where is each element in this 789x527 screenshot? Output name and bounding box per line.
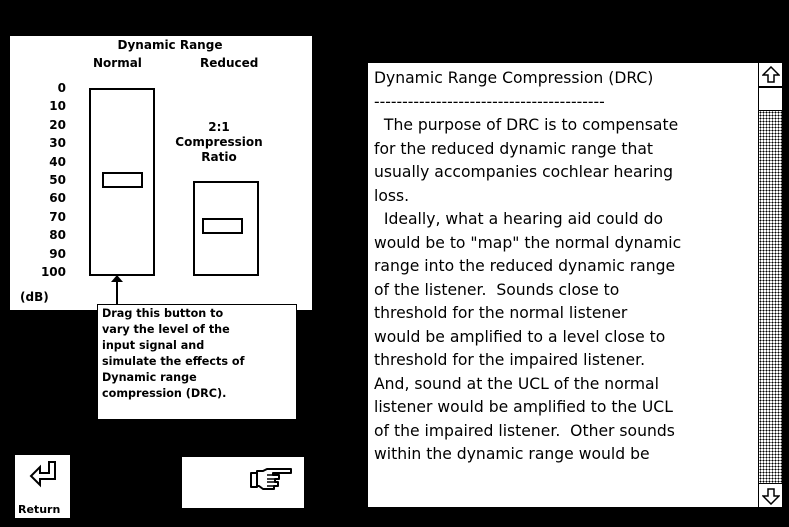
callout-line: Dynamic range <box>102 371 197 384</box>
scroll-down-arrow-icon <box>762 487 780 505</box>
text-line: would be amplified to a level close to <box>374 327 666 346</box>
return-arrow-icon <box>29 459 59 489</box>
normal-range-bar <box>89 88 155 276</box>
input-level-slider[interactable] <box>102 172 143 188</box>
next-button[interactable] <box>182 457 304 508</box>
db-tick-label: 30 <box>49 136 66 151</box>
db-tick-label: 100 <box>40 265 66 279</box>
panel-title: Dynamic Range <box>117 38 223 52</box>
callout-line: compression (DRC). <box>102 387 227 400</box>
db-tick-label: 90 <box>49 246 66 261</box>
pointing-hand-icon <box>249 467 295 493</box>
text-line: would be to "map" the normal dynamic <box>374 233 682 252</box>
db-tick-label: 50 <box>49 173 66 187</box>
reduced-range-bar <box>193 181 259 276</box>
text-rule: ----------------------------------------- <box>374 92 605 111</box>
db-tick-label: 0 <box>57 81 66 95</box>
dynamic-range-panel <box>10 36 312 310</box>
text-line: usually accompanies cochlear hearing <box>374 163 674 181</box>
scroll-up-arrow-icon <box>762 66 780 84</box>
callout-line: input signal and <box>102 339 205 352</box>
text-line: Ideally, what a hearing aid could do <box>374 210 664 228</box>
compression-ratio-label <box>156 120 282 165</box>
scroll-thumb[interactable] <box>759 87 782 111</box>
return-label: Return <box>18 503 61 516</box>
scrolling-text-field[interactable] <box>374 67 752 503</box>
scroll-track[interactable] <box>759 87 782 483</box>
text-heading: Dynamic Range Compression (DRC) <box>374 69 654 87</box>
db-tick-label: 70 <box>49 209 66 224</box>
db-tick-label: 60 <box>49 191 66 206</box>
db-tick-label: 40 <box>49 154 66 169</box>
vertical-scrollbar[interactable] <box>758 63 782 507</box>
callout-line: simulate the effects of <box>102 355 245 368</box>
text-line: range into the reduced dynamic range <box>374 257 676 275</box>
text-window <box>368 63 782 507</box>
text-line: within the dynamic range would be <box>374 445 650 463</box>
output-level-indicator <box>202 218 243 234</box>
text-line: And, sound at the UCL of the normal <box>374 374 659 393</box>
text-line: threshold for the normal listener <box>374 304 628 322</box>
text-line: listener would be amplified to the UCL <box>374 398 673 416</box>
ratio-word-ratio: Ratio <box>201 150 237 164</box>
scroll-up-button[interactable] <box>759 63 782 87</box>
return-button[interactable] <box>15 455 70 518</box>
text-line: for the reduced dynamic range that <box>374 139 653 158</box>
db-unit-label: (dB) <box>20 290 49 304</box>
reduced-label: Reduced <box>200 56 259 70</box>
callout-line: Drag this button to <box>102 307 224 320</box>
db-tick-label: 20 <box>49 117 66 132</box>
db-tick-label: 10 <box>49 99 66 114</box>
scroll-down-button[interactable] <box>759 483 782 507</box>
text-line: threshold for the impaired listener. <box>374 351 646 369</box>
text-line: of the listener. Sounds close to <box>374 280 620 299</box>
callout-line: vary the level of the <box>102 323 230 336</box>
callout-pointer-line <box>116 280 118 304</box>
text-line: loss. <box>374 186 410 205</box>
drag-instruction-callout <box>97 304 297 420</box>
db-tick-label: 80 <box>49 228 66 243</box>
text-line: The purpose of DRC is to compensate <box>374 116 679 134</box>
ratio-word-compression: Compression <box>175 135 263 149</box>
normal-label: Normal <box>93 56 142 70</box>
text-line: of the impaired listener. Other sounds <box>374 421 675 440</box>
ratio-value: 2:1 <box>208 120 230 134</box>
